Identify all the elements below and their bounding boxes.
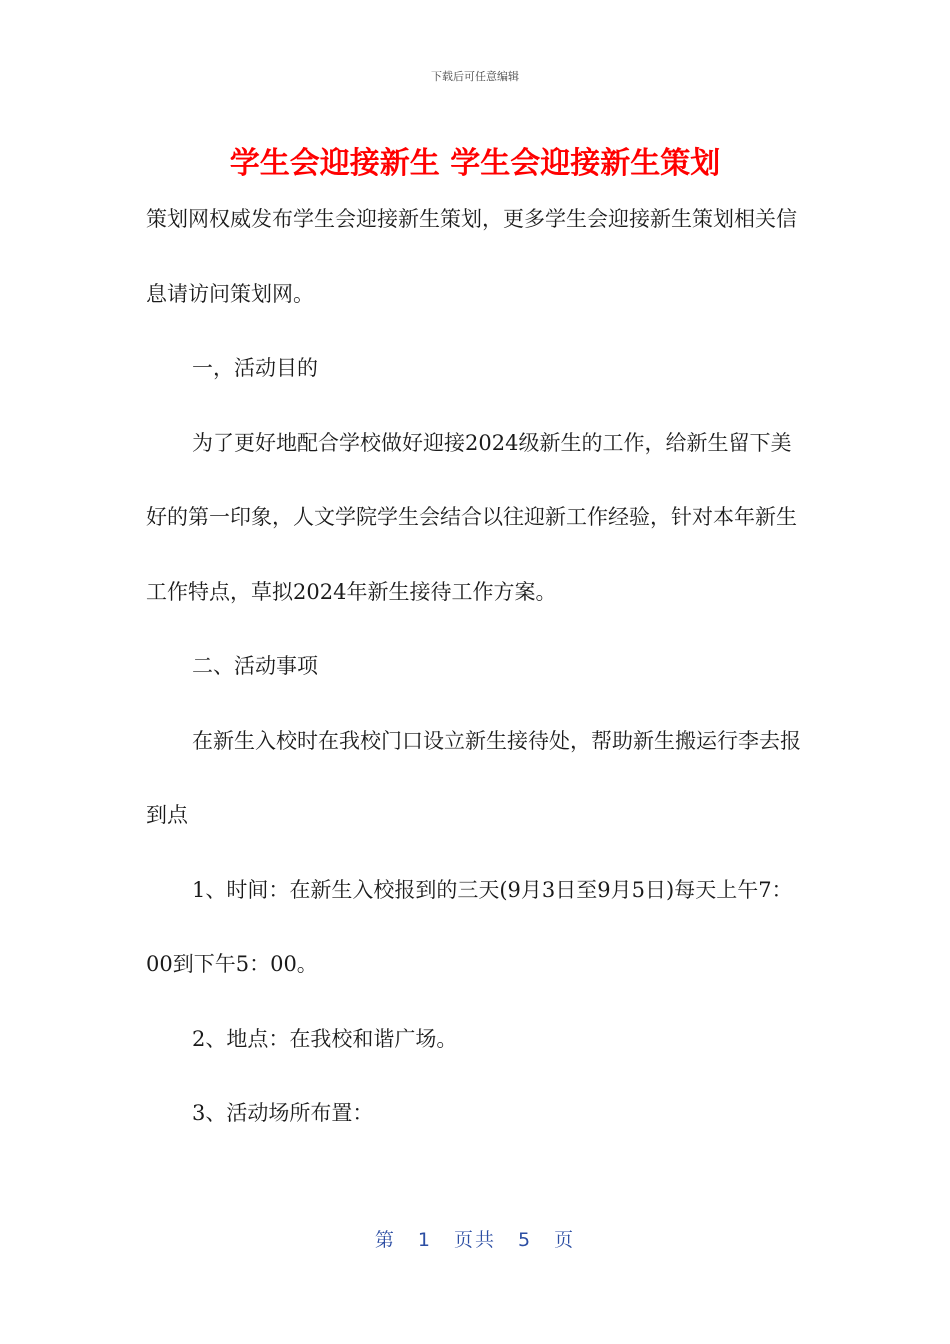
- paragraph: 策划网权威发布学生会迎接新生策划，更多学生会迎接新生策划相关信息请访问策划网。: [146, 207, 797, 306]
- list-item: 3、活动场所布置：: [192, 1101, 374, 1125]
- total-page-count: 5: [518, 1229, 533, 1251]
- paragraph: 在新生入校时在我校门口设立新生接待处，帮助新生搬运行李去报到点: [146, 728, 801, 827]
- current-page-number: 1: [417, 1229, 432, 1251]
- document-title: 学生会迎接新生 学生会迎接新生策划: [229, 146, 721, 181]
- section-heading: 一，活动目的: [192, 356, 318, 380]
- list-item: 2、地点：在我校和谐广场。: [192, 1026, 458, 1051]
- footer-prefix: 第: [374, 1229, 396, 1251]
- section-heading: 二、活动事项: [192, 654, 318, 678]
- header-note: 下载后可任意编辑: [431, 70, 519, 83]
- list-item: 1、时间：在新生入校报到的三天(9月3日至9月5日)每天上午7：00到下午5：00。: [146, 877, 793, 976]
- document-body: [146, 182, 806, 1151]
- footer-middle: 页共: [453, 1229, 496, 1251]
- paragraph: 为了更好地配合学校做好迎接2024级新生的工作，给新生留下美好的第一印象，人文学院学生会结合以往迎新工作经验，针对本年新生工作特点，草拟2024年新生接待工作方案。: [146, 430, 797, 604]
- footer-suffix: 页: [554, 1229, 576, 1251]
- page-footer: [0, 1225, 950, 1252]
